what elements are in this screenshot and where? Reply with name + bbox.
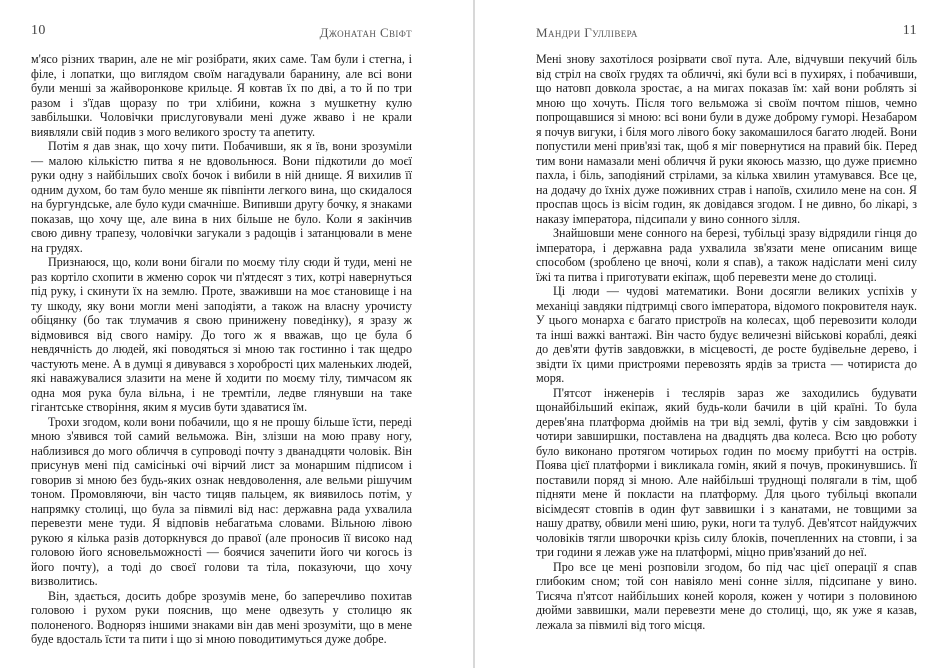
right-page	[536, 0, 917, 668]
left-page-number: 10	[31, 23, 46, 38]
paragraph: Знайшовши мене сонного на березі, тубільці зразу відрядили гінця до імператора, і державна рада ухвалила зв'язати мене описаним вище способом (зроблено це вночі, коли я спав), а також надіслати мені силу їжі та питва і приготувати екіпаж, щоб перевезти мене до столиці.	[536, 226, 917, 284]
paragraph: Признаюся, що, коли вони бігали по моєму тілу сюди й туди, мені не раз кортіло схопити в жменю сорок чи п'ятдесят з тих, котрі навернуться під руку, і скинути їх на землю. Проте, зваживши на моє становище і на ту шкоду, яку вони могли мені заподіяти, а також на власну урочисту обіцянку (бо так тлумачив я свою принижену поведінку), я зразу ж відмовився від свого наміру. До того ж я вважав, що це була б невдячність до людей, які поводяться зі мною так гостинно і так щедро частують мене. А в думці я дивувався з хоробрості цих маленьких людей, які наважувалися злазити на мене й ходити по моєму тілу, тимчасом як одна моя рука була вільна, і не тремтіли, ледве глянувши на таке гігантське створіння, яким я мусив бути здаватися їм.	[31, 255, 412, 414]
paragraph: П'ятсот інженерів і теслярів зараз же заходились будувати щонайбільший екіпаж, який будь-коли бачили в цій країні. То була дерев'яна платформа дюймів на три від землі, футів у сім завдовжки і чотири завширшки, поставлена на двадцять два колеса. Всю цю роботу було виконано протягом чотирьох годин по моєму прибутті на острів. Поява цієї платформи і викликала гомін, який я почув, прокинувшись. Її поставили поряд зі мною. Але найбільші труднощі полягали в тім, щоб підняти мене й покласти на платформу. Для цього тубільці вкопали вісімдесят стовпів в один фут заввишки і з канатами, не товщими за нашу дратву, обвили мені шию, руки, ноги та тулуб. Дев'ятсот найдужчих чоловіків тягли шворочки крізь силу блоків, почепленних на стовпи, і за три години я лежав уже на платформі, міцно прив'язаний до неї.	[536, 385, 917, 559]
right-page-header	[536, 25, 917, 41]
paragraph: Ці люди — чудові математики. Вони досягли великих успіхів у механіці завдяки підтримці свого імператора, відомого покровителя наук. У цього монарха є багато пристроїв на колесах, щоб перевозити колоди та інші важкі вантажі. Він часто будує величезні військові кораблі, деякі до дев'яти футів завдовжки, в місцевості, де росте будівельне дерево, і звідти їх цими пристроями перевозять ярдів за триста — чотириста до моря.	[536, 284, 917, 385]
paragraph: Про все це мені розповіли згодом, бо під час цієї операції я спав глибоким сном; той сон навіяло мені сонне зілля, підсипане у вино. Тисяча п'ятсот найбільших коней короля, кожен у чотири з половиною дюйми заввишки, мали перевезти мене до столиці, що, як уже я казав, лежала за півмилі від того місця.	[536, 559, 917, 632]
left-running-head: Джонатан Свіфт	[319, 25, 412, 40]
left-page	[31, 0, 412, 668]
left-page-header	[31, 25, 412, 41]
left-page-body	[31, 52, 412, 647]
paragraph: Мені знову захотілося розірвати свої пута. Але, відчувши пекучий біль від стріл на своїх грудях та обличчі, які були всі в пухирях, і побачивши, що натовп довкола зростає, а на мигах показав їм: хай вони роблять зі мною що хочуть. Після того вельможа зі своїм почтом пішов, чемно попрощавшися зі мною: всі вони були в дуже доброму гуморі. Незабаром я почув вигуки, і біля мого лівого боку закомашилося багато людей. Вони попустили мені прив'язі так, щоб я міг повернутися на правий бік. Перед тим вони намазали мені обличчя й руки якоюсь маззю, що дуже приємно пахла, і біль, заподіяний стрілами, за кілька хвилин утамувався. Все це, на додачу до їхніх дуже поживних страв і напоїв, схилило мене на сон. Я проспав щось із вісім годин, як довідався згодом. І не дивно, бо лікарі, з наказу імператора, підсипали у вино сонного зілля.	[536, 52, 917, 226]
paragraph: Він, здається, досить добре зрозумів мене, бо заперечливо похитав головою і рухом руки пояснив, що мене одвезуть у столицю як полоненого. Водноряз іншими знаками він дав мені зрозуміти, що в мене буде вдосталь їсти та пити і що зі мною поводитимуться дуже добре.	[31, 588, 412, 646]
paragraph: Трохи згодом, коли вони побачили, що я не прошу більше їсти, переді мною з'явився той самий вельможа. Він, злізши на мою праву ногу, наблизився до мого обличчя в супроводі почту з дванадцяти чоловік. Він присунув мені під самісінькі очі вірчий лист за монаршим підписом і говорив зі мною без будь-яких ознак невдоволення, але вельми рішучим тоном. Промовляючи, він часто тицяв пальцем, як виявилось потім, у напрямку столиці, що була за півмилі від нас: державна рада ухвалила перевезти мене туди. Я відповів небагатьма словами. Вільною лівою рукою я кілька разів доторкнувся до правої (але проносив її високо над головою його ясновельможності — боячися зачепити його чи когось із його почту), а тоді до своєї голови та тіла, показуючи, що хочу визволитись.	[31, 414, 412, 588]
page-gutter	[473, 0, 475, 668]
right-page-body	[536, 52, 917, 632]
paragraph: Потім я дав знак, що хочу пити. Побачивши, як я їв, вони зрозуміли — малою кількістю питва я не вдовольнюся. Вони підкотили до моєї руки одну з найбільших своїх бочок і вибили в ній днище. Я вихилив її одним духом, бо там було менше як півпінти легкого вина, що скидалося на бургундське, але було куди смачніше. Випивши другу бочку, я знаками показав, що хочу ще, але вина в них більше не було. Коли я закінчив свою дивну трапезу, чоловічки загукали з радощів і затанцювали в мене на грудях.	[31, 139, 412, 255]
right-page-number: 11	[902, 23, 917, 38]
right-running-head: Мандри Гуллівера	[536, 25, 638, 40]
paragraph: м'ясо різних тварин, але не міг розібрати, яких саме. Там були і стегна, і філе, і лопатки, що виглядом своїм нагадували баранину, але всі вони були менші за жайворонкове крильце. Я ковтав їх по дві, а то й по три разом і з'їдав щоразу по три хлібини, кожна з мушкетну кулю завбільшки. Чоловічки прислуговували мені дуже жваво і не крали виявляли свій подив з мого великого зросту та апетиту.	[31, 52, 412, 139]
